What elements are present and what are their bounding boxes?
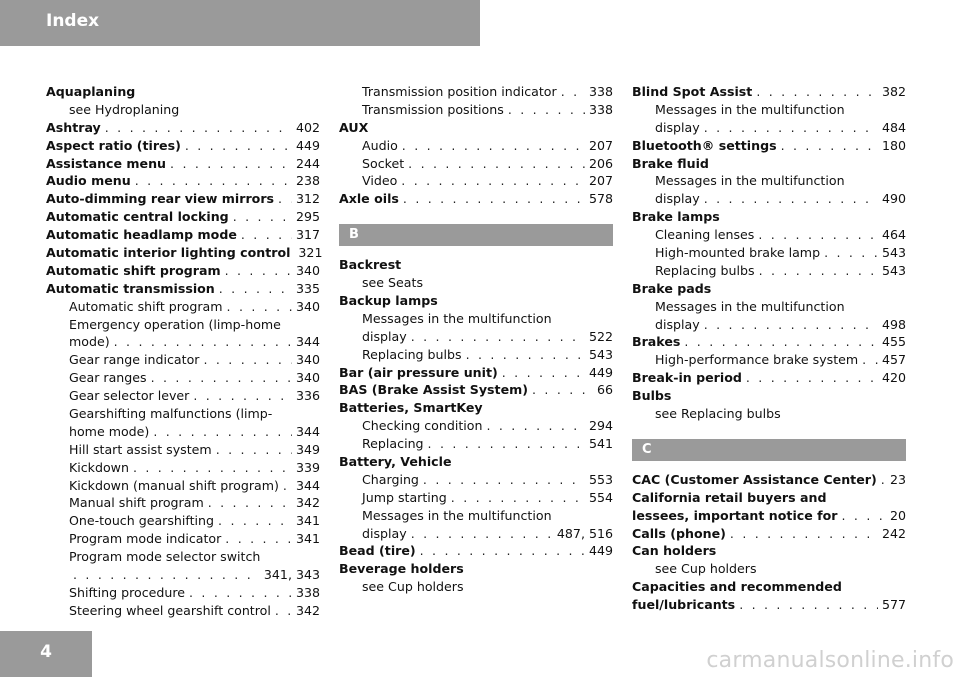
index-subentry (339, 346, 613, 364)
page-ref: 338 (295, 584, 320, 600)
entry-text: see Seats (362, 275, 424, 291)
entry-text: Jump starting (362, 489, 447, 505)
entry-text: Audio (362, 137, 398, 153)
dot-leader (408, 155, 585, 173)
index-subentry (46, 423, 320, 441)
entry-text: Kickdown (manual shift program) (69, 477, 279, 493)
page-ref: 464 (881, 227, 906, 243)
index-entry (632, 489, 906, 507)
entry-text: Messages in the multifunction (655, 298, 845, 314)
entry-text: display (655, 119, 700, 135)
entry-text: High-mounted brake lamp (655, 245, 821, 261)
page-ref: 207 (588, 137, 613, 153)
index-entry (46, 119, 320, 137)
page-ref: 543 (588, 346, 613, 362)
entry-text: Battery, Vehicle (339, 454, 452, 470)
index-subentry (46, 441, 320, 459)
dot-leader (411, 525, 553, 543)
page-ref: 543 (881, 262, 906, 278)
index-subentry (339, 101, 613, 119)
dot-leader (189, 584, 292, 602)
entry-text: Replacing bulbs (655, 262, 755, 278)
dot-leader (411, 328, 585, 346)
entry-text: Aspect ratio (tires) (46, 137, 181, 153)
index-subentry (46, 351, 320, 369)
page-ref: 206 (588, 155, 613, 171)
index-entry (339, 119, 613, 137)
page-ref: 420 (881, 370, 906, 386)
entry-text: California retail buyers and (632, 489, 827, 505)
dot-leader (135, 172, 292, 190)
page-ref: 543 (881, 245, 906, 261)
index-subentry (339, 525, 613, 543)
entry-text: Ashtray (46, 119, 101, 135)
index-entry (339, 399, 613, 417)
dot-leader (153, 423, 292, 441)
section-header: C (632, 439, 906, 461)
entry-text: Manual shift program (69, 495, 204, 511)
index-entry (46, 280, 320, 298)
dot-leader (730, 525, 878, 543)
index-subentry (46, 316, 320, 334)
index-entry (632, 471, 906, 489)
entry-text: Brake fluid (632, 155, 709, 171)
entry-text: Transmission position indicator (362, 84, 557, 99)
entry-text: Gear range indicator (69, 352, 200, 368)
entry-text: One-touch gearshifting (69, 513, 215, 529)
dot-leader (561, 83, 585, 101)
dot-leader (739, 596, 878, 614)
dot-leader (420, 542, 585, 560)
entry-text: see Cup holders (655, 561, 757, 577)
dot-leader (704, 119, 878, 137)
dot-leader (216, 441, 292, 459)
page-ref: 457 (881, 352, 906, 368)
index-entry (632, 578, 906, 596)
entry-text: Steering wheel gearshift control (69, 602, 271, 618)
entry-text: Replacing bulbs (362, 346, 462, 362)
page-ref: 180 (881, 137, 906, 153)
index-subentry (632, 119, 906, 137)
page-ref: 344 (295, 477, 320, 493)
index-entry (632, 137, 906, 155)
page-ref: 449 (588, 543, 613, 559)
entry-text: Gear selector lever (69, 388, 190, 404)
index-subentry (339, 310, 613, 328)
entry-text: Bar (air pressure unit) (339, 364, 498, 380)
page-ref: 449 (295, 137, 320, 153)
page-number: 4 (40, 642, 52, 662)
dot-leader (114, 333, 292, 351)
dot-leader (508, 101, 585, 119)
index-subentry (632, 351, 906, 369)
dot-leader (759, 262, 878, 280)
index-subentry (632, 101, 906, 119)
index-subentry (632, 172, 906, 190)
index-entry (632, 525, 906, 543)
entry-text: Blind Spot Assist (632, 84, 753, 99)
entry-text: Backrest (339, 257, 402, 273)
index-entry (632, 208, 906, 226)
dot-leader (466, 346, 585, 364)
dot-leader (278, 190, 292, 208)
dot-leader (781, 137, 878, 155)
dot-leader (451, 489, 585, 507)
entry-text: Automatic interior lighting control (46, 245, 291, 261)
index-subentry (339, 507, 613, 525)
index-subentry (46, 477, 320, 495)
page-ref: 382 (881, 84, 906, 99)
index-subentry (46, 602, 320, 620)
entry-text: Audio menu (46, 173, 131, 189)
index-subentry (46, 566, 320, 584)
dot-leader (758, 226, 878, 244)
index-entry (339, 560, 613, 578)
entry-text: display (655, 191, 700, 207)
dot-leader (486, 417, 585, 435)
entry-text: High-performance brake system (655, 352, 859, 368)
entry-text: see Replacing bulbs (655, 406, 781, 422)
index-entry (339, 453, 613, 471)
dot-leader (225, 530, 292, 548)
entry-text: Brake lamps (632, 209, 720, 225)
index-entry (339, 381, 613, 399)
index-subentry (632, 405, 906, 423)
entry-text: Can holders (632, 543, 717, 559)
dot-leader (502, 364, 585, 382)
dot-leader (218, 512, 292, 530)
dot-leader (233, 208, 292, 226)
index-subentry (46, 101, 320, 119)
entry-text: Gear ranges (69, 370, 147, 386)
page-ref: 541 (588, 436, 613, 452)
index-subentry (339, 137, 613, 155)
dot-leader (862, 351, 878, 369)
index-entry (46, 244, 323, 262)
dot-leader (185, 137, 292, 155)
index-subentry (46, 494, 320, 512)
index-subentry (632, 316, 906, 334)
entry-text: Replacing (362, 436, 424, 452)
dot-leader (219, 280, 292, 298)
entry-text: Messages in the multifunction (655, 173, 845, 189)
index-entry (46, 155, 320, 173)
index-subentry (339, 83, 613, 101)
index-subentry (46, 405, 320, 423)
page-ref: 339 (295, 459, 320, 475)
entry-text: Socket (362, 155, 405, 171)
entry-text: Video (362, 173, 398, 189)
index-entry (339, 256, 613, 274)
page-ref: 242 (881, 525, 906, 541)
index-entry (46, 137, 320, 155)
dot-leader (203, 351, 291, 369)
page-ref: 244 (295, 155, 320, 171)
index-subentry (339, 328, 613, 346)
index-entry (46, 226, 320, 244)
entry-text: Automatic shift program (69, 298, 223, 314)
entry-text: display (362, 525, 407, 541)
index-entry (339, 190, 613, 208)
entry-text: Charging (362, 471, 419, 487)
dot-leader (133, 459, 292, 477)
index-subentry (46, 512, 320, 530)
index-entry (46, 172, 320, 190)
entry-text: home mode) (69, 423, 150, 439)
index-subentry (46, 387, 320, 405)
index-entry (632, 542, 906, 560)
page-ref: 321 (298, 245, 323, 261)
entry-text: Backup lamps (339, 293, 438, 309)
page-ref: 490 (881, 191, 906, 207)
index-subentry (339, 274, 613, 292)
index-subentry (339, 578, 613, 596)
dot-leader (423, 471, 585, 489)
entry-text: lessees, important notice for (632, 507, 838, 523)
page-ref: 238 (295, 173, 320, 189)
page-ref: 402 (295, 119, 320, 135)
entry-text: AUX (339, 119, 369, 135)
dot-leader (746, 369, 878, 387)
entry-text: Brakes (632, 334, 681, 350)
index-subentry (339, 471, 613, 489)
entry-text: Shifting procedure (69, 584, 185, 600)
page-ref: 344 (295, 334, 320, 350)
page-ref: 20 (889, 507, 906, 523)
entry-text: Messages in the multifunction (655, 101, 845, 117)
page-ref: 498 (881, 316, 906, 332)
entry-text: Batteries, SmartKey (339, 400, 483, 416)
index-entry (632, 280, 906, 298)
dot-leader (842, 507, 886, 525)
entry-text: Cleaning lenses (655, 227, 755, 243)
index-entry (339, 292, 613, 310)
page-ref: 487, 516 (556, 525, 613, 541)
entry-text: display (655, 316, 700, 332)
index-subentry (632, 190, 906, 208)
index-subentry (46, 530, 320, 548)
entry-text: Brake pads (632, 280, 712, 296)
watermark: carmanualsonline.info (706, 648, 954, 673)
entry-text: Emergency operation (limp-home (69, 316, 281, 332)
entry-text: Axle oils (339, 191, 399, 207)
entry-text: Capacities and recommended (632, 579, 842, 595)
page-ref: 317 (295, 227, 320, 243)
entry-text: Break-in period (632, 370, 742, 386)
dot-leader (151, 369, 292, 387)
entry-text: CAC (Customer Assistance Center) (632, 471, 877, 487)
entry-text: see Hydroplaning (69, 101, 180, 117)
dot-leader (684, 333, 878, 351)
page-ref: 295 (295, 209, 320, 225)
dot-leader (704, 316, 878, 334)
entry-text: Calls (phone) (632, 525, 726, 541)
entry-text: Checking condition (362, 418, 483, 434)
page-ref: 341, 343 (263, 567, 320, 583)
dot-leader (73, 566, 260, 584)
dot-leader (428, 435, 585, 453)
entry-text: fuel/lubricants (632, 597, 736, 613)
dot-leader (704, 190, 878, 208)
index-subentry (339, 155, 613, 173)
entry-text: Program mode selector switch (69, 549, 261, 565)
index-entry (632, 155, 906, 173)
dot-leader (756, 83, 878, 101)
index-entry (46, 83, 320, 101)
entry-text: Hill start assist system (69, 441, 212, 457)
entry-text: Transmission positions (362, 101, 504, 117)
entry-text: Beverage holders (339, 561, 464, 577)
page-ref: 342 (295, 602, 320, 618)
page-ref: 344 (295, 423, 320, 439)
entry-text: Messages in the multifunction (362, 310, 552, 326)
index-subentry (632, 262, 906, 280)
page-ref: 23 (889, 471, 906, 487)
page-ref: 294 (588, 418, 613, 434)
dot-leader (275, 602, 292, 620)
page-ref: 340 (295, 298, 320, 314)
index-entry (632, 507, 906, 525)
page-ref: 338 (588, 101, 613, 117)
page-ref: 553 (588, 471, 613, 487)
dot-leader (283, 477, 292, 495)
index-subentry (46, 369, 320, 387)
entry-text: Automatic shift program (46, 262, 221, 278)
index-subentry (632, 560, 906, 578)
dot-leader (824, 244, 878, 262)
page-ref: 455 (881, 334, 906, 350)
page-ref: 207 (588, 173, 613, 189)
dot-leader (170, 155, 292, 173)
page-ref: 340 (295, 370, 320, 386)
index-entry (339, 542, 613, 560)
entry-text: Gearshifting malfunctions (limp- (69, 406, 273, 422)
entry-text: Kickdown (69, 459, 129, 475)
page-ref: 349 (295, 441, 320, 457)
entry-text: Automatic transmission (46, 280, 215, 296)
page-ref: 341 (295, 531, 320, 547)
index-subentry (46, 548, 320, 566)
entry-text: Automatic headlamp mode (46, 227, 237, 243)
entry-text: Messages in the multifunction (362, 507, 552, 523)
index-entry (632, 369, 906, 387)
page-ref: 341 (295, 513, 320, 529)
page-ref: 340 (295, 352, 320, 368)
page-ref: 342 (295, 495, 320, 511)
page-ref: 335 (295, 280, 320, 296)
page-ref: 522 (588, 328, 613, 344)
entry-text: Bluetooth® settings (632, 137, 777, 153)
dot-leader (403, 190, 585, 208)
page-title: Index (46, 11, 100, 31)
dot-leader (208, 494, 292, 512)
dot-leader (227, 298, 292, 316)
index-column-3 (632, 83, 906, 614)
index-subentry (46, 584, 320, 602)
page-ref: 578 (588, 191, 613, 207)
index-subentry (339, 489, 613, 507)
page-ref: 66 (596, 382, 613, 398)
entry-text: see Cup holders (362, 579, 464, 595)
entry-text: Bead (tire) (339, 543, 416, 559)
entry-text: display (362, 328, 407, 344)
index-entry (632, 596, 906, 614)
dot-leader (402, 137, 585, 155)
index-entry (632, 83, 906, 101)
page-ref: 336 (295, 388, 320, 404)
index-entry (46, 262, 320, 280)
page-ref: 554 (588, 489, 613, 505)
index-subentry (632, 226, 906, 244)
entry-text: Aquaplaning (46, 84, 136, 99)
index-entry (46, 208, 320, 226)
index-entry (339, 364, 613, 382)
dot-leader (881, 471, 886, 489)
index-subentry (339, 172, 613, 190)
index-entry (632, 333, 906, 351)
entry-text: mode) (69, 334, 110, 350)
index-subentry (46, 459, 320, 477)
entry-text: Auto-dimming rear view mirrors (46, 191, 275, 207)
page-number-box (0, 631, 92, 677)
index-subentry (46, 333, 320, 351)
index-column-1 (46, 83, 323, 620)
page-ref: 340 (295, 262, 320, 278)
index-entry (632, 387, 906, 405)
index-subentry (339, 417, 613, 435)
entry-text: Bulbs (632, 388, 672, 404)
page-ref: 312 (295, 191, 320, 207)
dot-leader (193, 387, 292, 405)
dot-leader (401, 172, 585, 190)
section-header: B (339, 224, 613, 246)
page-ref: 484 (881, 119, 906, 135)
dot-leader (105, 119, 292, 137)
entry-text: Automatic central locking (46, 209, 229, 225)
dot-leader (225, 262, 292, 280)
index-subentry (46, 298, 320, 316)
page-ref: 338 (588, 84, 613, 99)
entry-text: BAS (Brake Assist System) (339, 382, 528, 398)
index-column-2 (339, 83, 613, 596)
dot-leader (241, 226, 292, 244)
entry-text: Program mode indicator (69, 531, 222, 547)
index-entry (46, 190, 320, 208)
index-subentry (632, 298, 906, 316)
index-subentry (632, 244, 906, 262)
entry-text: Assistance menu (46, 155, 167, 171)
index-subentry (339, 435, 613, 453)
page-ref: 577 (881, 597, 906, 613)
dot-leader (532, 381, 593, 399)
page-ref: 449 (588, 364, 613, 380)
page-header (0, 0, 480, 46)
